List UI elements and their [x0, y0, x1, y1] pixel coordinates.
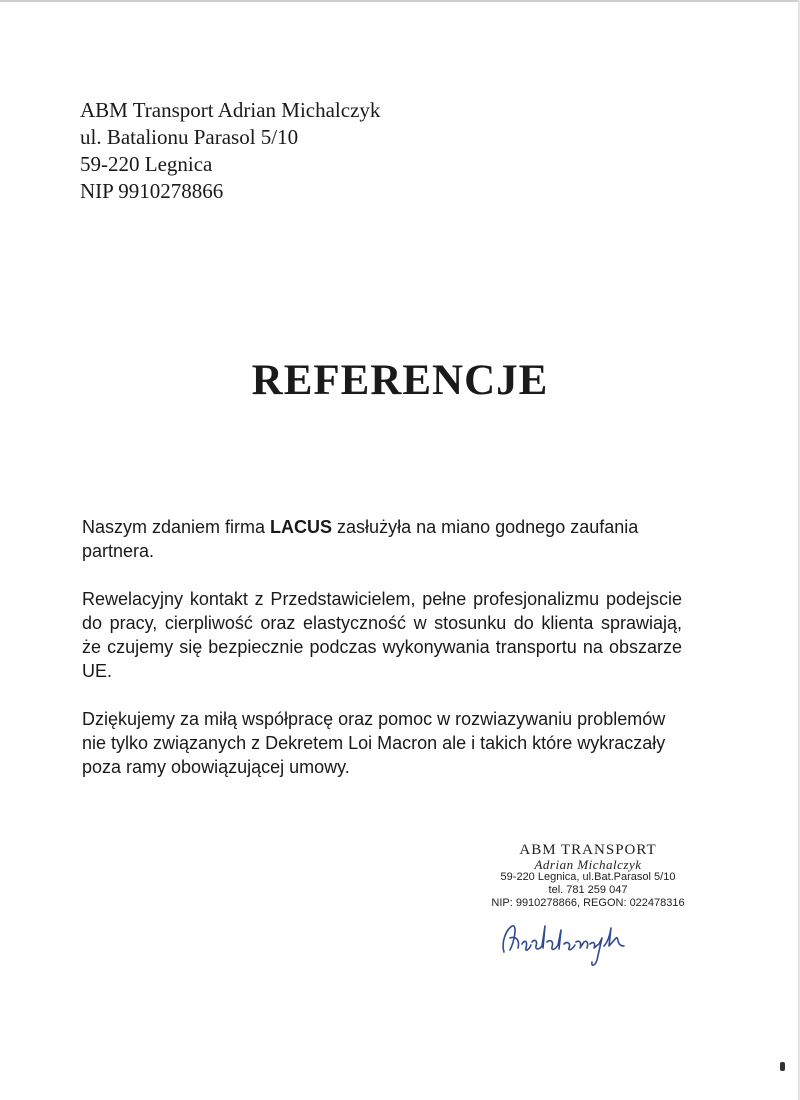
- para1-text-start: Naszym zdaniem firma: [82, 517, 271, 537]
- company-stamp: [488, 842, 688, 910]
- document-title: REFERENCJE: [251, 357, 549, 404]
- company-name-lacus: LACUS: [270, 517, 333, 537]
- sender-company: ABM Transport Adrian Michalczyk: [80, 98, 381, 122]
- paragraph-contact: Rewelacyjny kontakt z Przedstawicielem, pełne profesjonalizmu podejscie do pracy, cierpliwość oraz elastyczność w stosunku do klienta sprawiają, że czujemy się bezpiecznie podczas wykonywania transportu na obszarze UE.: [82, 589, 682, 681]
- paragraph-opinion: [82, 515, 682, 563]
- stamp-company: ABM TRANSPORT: [519, 842, 657, 858]
- stamp-ids: NIP: 9910278866, REGON: 022478316: [491, 897, 685, 909]
- paragraph-thanks: Dziękujemy za miłą współpracę oraz pomoc w rozwiazywaniu problemów nie tylko związanych z Dekretem Loi Macron ale i takich które wykraczały poza ramy obowiązującej umowy.: [82, 709, 666, 777]
- stamp-address: 59-220 Legnica, ul.Bat.Parasol 5/10: [500, 871, 676, 883]
- sender-address-block: [80, 97, 380, 205]
- letter-body: [82, 515, 682, 779]
- signature-stroke: [503, 926, 624, 965]
- sender-city: 59-220 Legnica: [80, 152, 213, 176]
- sender-street: ul. Batalionu Parasol 5/10: [80, 125, 299, 149]
- scan-artifact-mark: [780, 1062, 785, 1071]
- handwritten-signature: [498, 912, 648, 972]
- stamp-name: Adrian Michalczyk: [534, 857, 642, 872]
- para1-text-end: zasłużyła na miano godnego zaufania partnera.: [82, 517, 639, 561]
- sender-nip: NIP 9910278866: [80, 179, 224, 203]
- stamp-phone: tel. 781 259 047: [548, 884, 628, 896]
- scan-top-edge: [0, 0, 800, 2]
